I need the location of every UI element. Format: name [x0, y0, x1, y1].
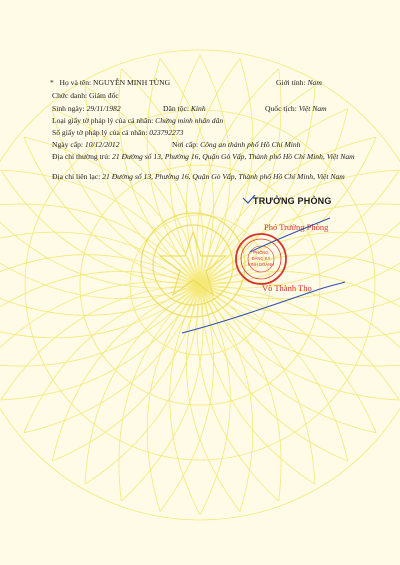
guilloche-petal: [147, 285, 213, 512]
guilloche-petal: [186, 285, 252, 512]
issue-place-row: [172, 140, 300, 149]
signature-title: TRƯỞNG PHÒNG: [253, 196, 332, 206]
stamp-line-1: PHÒNG: [253, 250, 269, 255]
birth-date-value: 29/11/1982: [86, 104, 121, 113]
position-value: Giám đốc: [89, 91, 119, 100]
deputy-title: Phó Trưởng Phòng: [264, 222, 329, 232]
gender-label: Giới tính:: [276, 78, 306, 87]
guilloche-petal: [200, 204, 400, 288]
position-row: [52, 91, 119, 100]
id-type-label: Loại giấy tờ pháp lý của cá nhân:: [52, 116, 154, 125]
guilloche-petal: [0, 204, 200, 288]
issue-date-value: 10/12/2012: [84, 140, 120, 149]
signer-name: Võ Thành Thọ: [262, 283, 312, 293]
id-type-value: Chứng minh nhân dân: [155, 116, 224, 125]
issue-date-label: Ngày cấp:: [52, 140, 83, 149]
id-type-row: [52, 116, 223, 125]
permanent-address-row: [52, 152, 370, 161]
ethnicity-label: Dân tộc:: [163, 104, 189, 113]
full-name-row: [50, 78, 170, 87]
issue-date-row: [52, 140, 120, 149]
ethnicity-row: [163, 104, 206, 113]
issue-place-value: Công an thành phố Hồ Chí Minh: [200, 140, 301, 149]
guilloche-petal: [0, 282, 200, 366]
stamp-line-3: KINH DOANH: [247, 262, 275, 267]
id-number-value: 023792273: [149, 128, 184, 137]
contact-address-label: Địa chỉ liên lạc:: [52, 172, 101, 181]
id-number-row: [52, 128, 183, 137]
guilloche-petal: [197, 285, 281, 501]
birth-date-row: [52, 104, 121, 113]
gender-value: Nam: [307, 78, 322, 87]
gender-row: [276, 78, 322, 87]
full-name-label: Họ và tên:: [59, 78, 92, 87]
position-label: Chức danh:: [52, 91, 88, 100]
guilloche-petal: [170, 55, 231, 285]
nationality-label: Quốc tịch:: [265, 104, 297, 113]
guilloche-petal: [200, 282, 400, 366]
contact-address-value: 21 Đường số 13, Phường 16, Quận Gò Vấp, Thành phố Hồ Chí Minh, Việt Nam: [102, 172, 345, 181]
permanent-address-label: Địa chỉ thường trú:: [52, 152, 111, 161]
id-number-label: Số giấy tờ pháp lý của cá nhân:: [52, 128, 148, 137]
birth-date-label: Sinh ngày:: [52, 104, 85, 113]
official-stamp: [234, 232, 288, 286]
ethnicity-value: Kinh: [190, 104, 206, 113]
stamp-line-2: ĐĂNG KÝ: [251, 256, 271, 261]
permanent-address-value: 21 Đường số 13, Phường 16, Quận Gò Vấp, Thành phố Hồ Chí Minh, Việt Nam: [112, 152, 355, 161]
nationality-value: Việt Nam: [298, 104, 327, 113]
bullet-marker: *: [50, 78, 54, 87]
guilloche-petal: [170, 285, 231, 515]
nationality-row: [265, 104, 327, 113]
contact-address-row: [52, 172, 370, 181]
issue-place-label: Nơi cấp:: [172, 140, 199, 149]
full-name-value: NGUYỄN MINH TÙNG: [93, 78, 171, 87]
